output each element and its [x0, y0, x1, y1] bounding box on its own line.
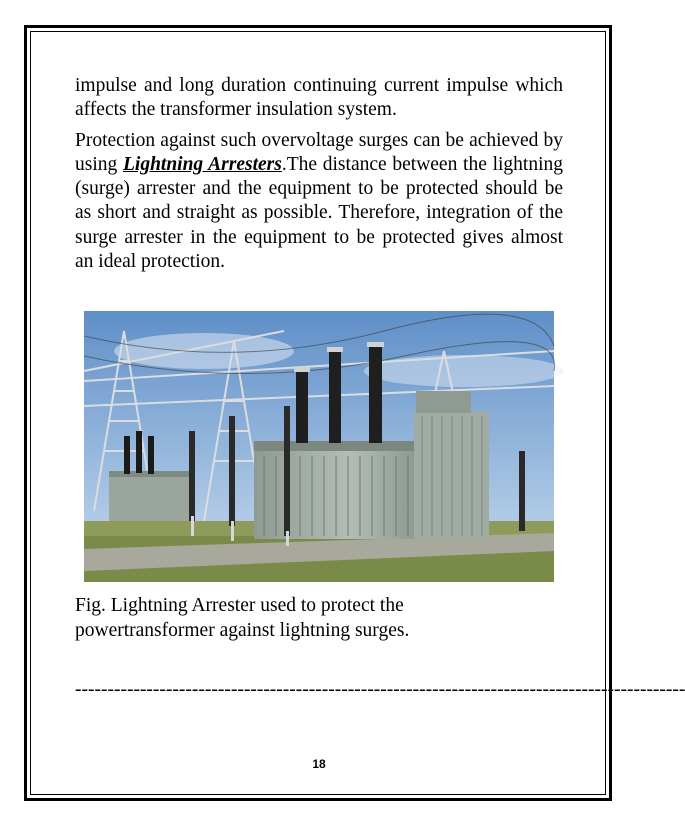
paragraph-2-end: .The distance between the lightning (surge) arrester and the equipment to be protected should be as short and straight as possible. Therefore, integration of the surge arrester in the equipment to be protected gives almost an ideal protection.: [75, 153, 564, 273]
paragraph-2-start: Protection against such overvoltage surges can be achieved by using: [75, 129, 563, 175]
caption-line-1: Fig. Lightning Arrester used to protect the: [75, 595, 404, 616]
transformer-photo: [84, 311, 554, 582]
body-text: [75, 74, 563, 274]
paragraph-2: [75, 129, 563, 275]
separator-line: ----------------------------------------------------------------------------------------------: [75, 679, 685, 700]
figure-caption: [75, 594, 563, 643]
paragraph-1: impulse and long duration continuing current impulse which affects the transformer insulation system.: [75, 75, 563, 121]
page-number: 18: [312, 757, 326, 771]
caption-line-2: powertransformer against lightning surges.: [75, 619, 410, 641]
substation-illustration: [84, 311, 554, 582]
lightning-arresters-link[interactable]: Lightning Arresters: [122, 153, 282, 175]
